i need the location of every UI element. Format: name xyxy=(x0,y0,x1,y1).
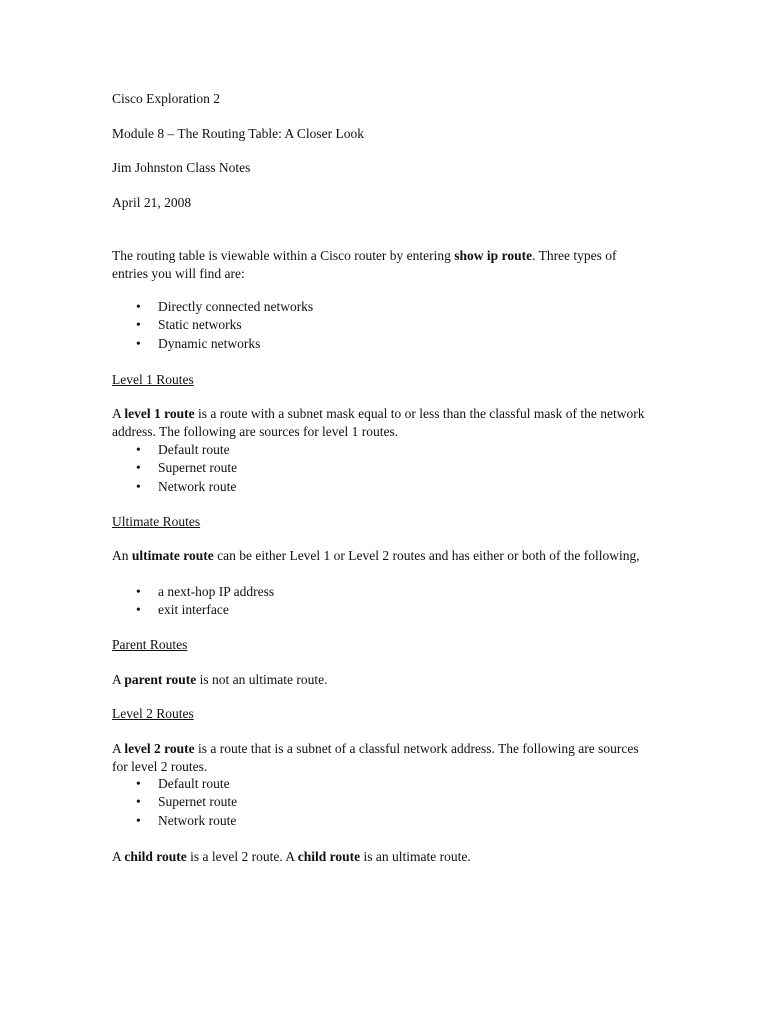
bullet-icon: • xyxy=(136,317,141,333)
list-item xyxy=(112,812,237,830)
level2-paragraph: A level 2 route is a route that is a subnet of a classful network address. The following are sources for level 2 routes. xyxy=(112,741,639,774)
bullet-icon: • xyxy=(136,602,141,618)
bullet-icon: • xyxy=(136,299,141,314)
list-item xyxy=(112,459,237,477)
term-child-route: child route xyxy=(124,849,187,864)
list-item xyxy=(112,775,237,793)
term-level2-route: level 2 route xyxy=(124,741,195,756)
term-parent-route: parent route xyxy=(124,672,197,687)
document-date: April 21, 2008 xyxy=(112,195,192,210)
term-level1-route: level 1 route xyxy=(124,406,195,421)
level1-heading: Level 1 Routes xyxy=(112,372,194,387)
level2-sources-list xyxy=(112,775,237,830)
list-item-text: Supernet route xyxy=(158,794,238,810)
author-line: Jim Johnston Class Notes xyxy=(112,160,251,175)
list-item xyxy=(112,793,237,811)
term-child-route-2: child route xyxy=(297,849,361,864)
list-item-text: Default route xyxy=(158,776,230,791)
command-show-ip-route: show ip route xyxy=(454,248,533,263)
entry-types-list xyxy=(112,298,313,353)
list-item-text: Static networks xyxy=(158,317,242,333)
module-title: Module 8 – The Routing Table: A Closer Look xyxy=(112,126,365,141)
bullet-icon: • xyxy=(136,442,141,457)
bullet-icon: • xyxy=(136,776,141,791)
list-item-text: Supernet route xyxy=(158,460,238,476)
bullet-icon: • xyxy=(136,335,141,351)
bullet-icon: • xyxy=(136,478,141,494)
level2-heading: Level 2 Routes xyxy=(112,706,194,721)
parent-paragraph: A parent route is not an ultimate route. xyxy=(112,672,328,687)
course-title: Cisco Exploration 2 xyxy=(112,91,220,106)
bullet-icon: • xyxy=(136,584,141,599)
child-paragraph: A child route is a level 2 route. A child route is an ultimate route. xyxy=(112,849,471,864)
list-item xyxy=(112,601,274,619)
bullet-icon: • xyxy=(136,794,141,810)
list-item-text: Network route xyxy=(158,478,237,494)
list-item-text: Network route xyxy=(158,812,237,828)
ultimate-paragraph: An ultimate route can be either Level 1 or Level 2 routes and has either or both of the following, xyxy=(112,548,640,563)
list-item xyxy=(112,298,313,316)
list-item xyxy=(112,583,274,601)
list-item-text: Directly connected networks xyxy=(158,299,314,314)
ultimate-attributes-list xyxy=(112,583,274,620)
list-item-text: Default route xyxy=(158,442,230,457)
level1-sources-list xyxy=(112,441,237,496)
intro-paragraph: The routing table is viewable within a Cisco router by entering show ip route. Three types of entries you will find are: xyxy=(112,248,617,281)
list-item xyxy=(112,478,237,496)
list-item-text: Dynamic networks xyxy=(158,335,261,351)
list-item-text: exit interface xyxy=(158,602,229,618)
level1-paragraph: A level 1 route is a route with a subnet mask equal to or less than the classful mask of the network address. The following are sources for level 1 routes. xyxy=(112,406,645,439)
list-item xyxy=(112,441,237,459)
list-item xyxy=(112,335,313,353)
term-ultimate-route: ultimate route xyxy=(131,548,214,563)
parent-heading: Parent Routes xyxy=(112,637,188,652)
ultimate-heading: Ultimate Routes xyxy=(112,514,201,529)
bullet-icon: • xyxy=(136,460,141,476)
list-item xyxy=(112,316,313,334)
list-item-text: a next-hop IP address xyxy=(158,584,275,599)
bullet-icon: • xyxy=(136,812,141,828)
